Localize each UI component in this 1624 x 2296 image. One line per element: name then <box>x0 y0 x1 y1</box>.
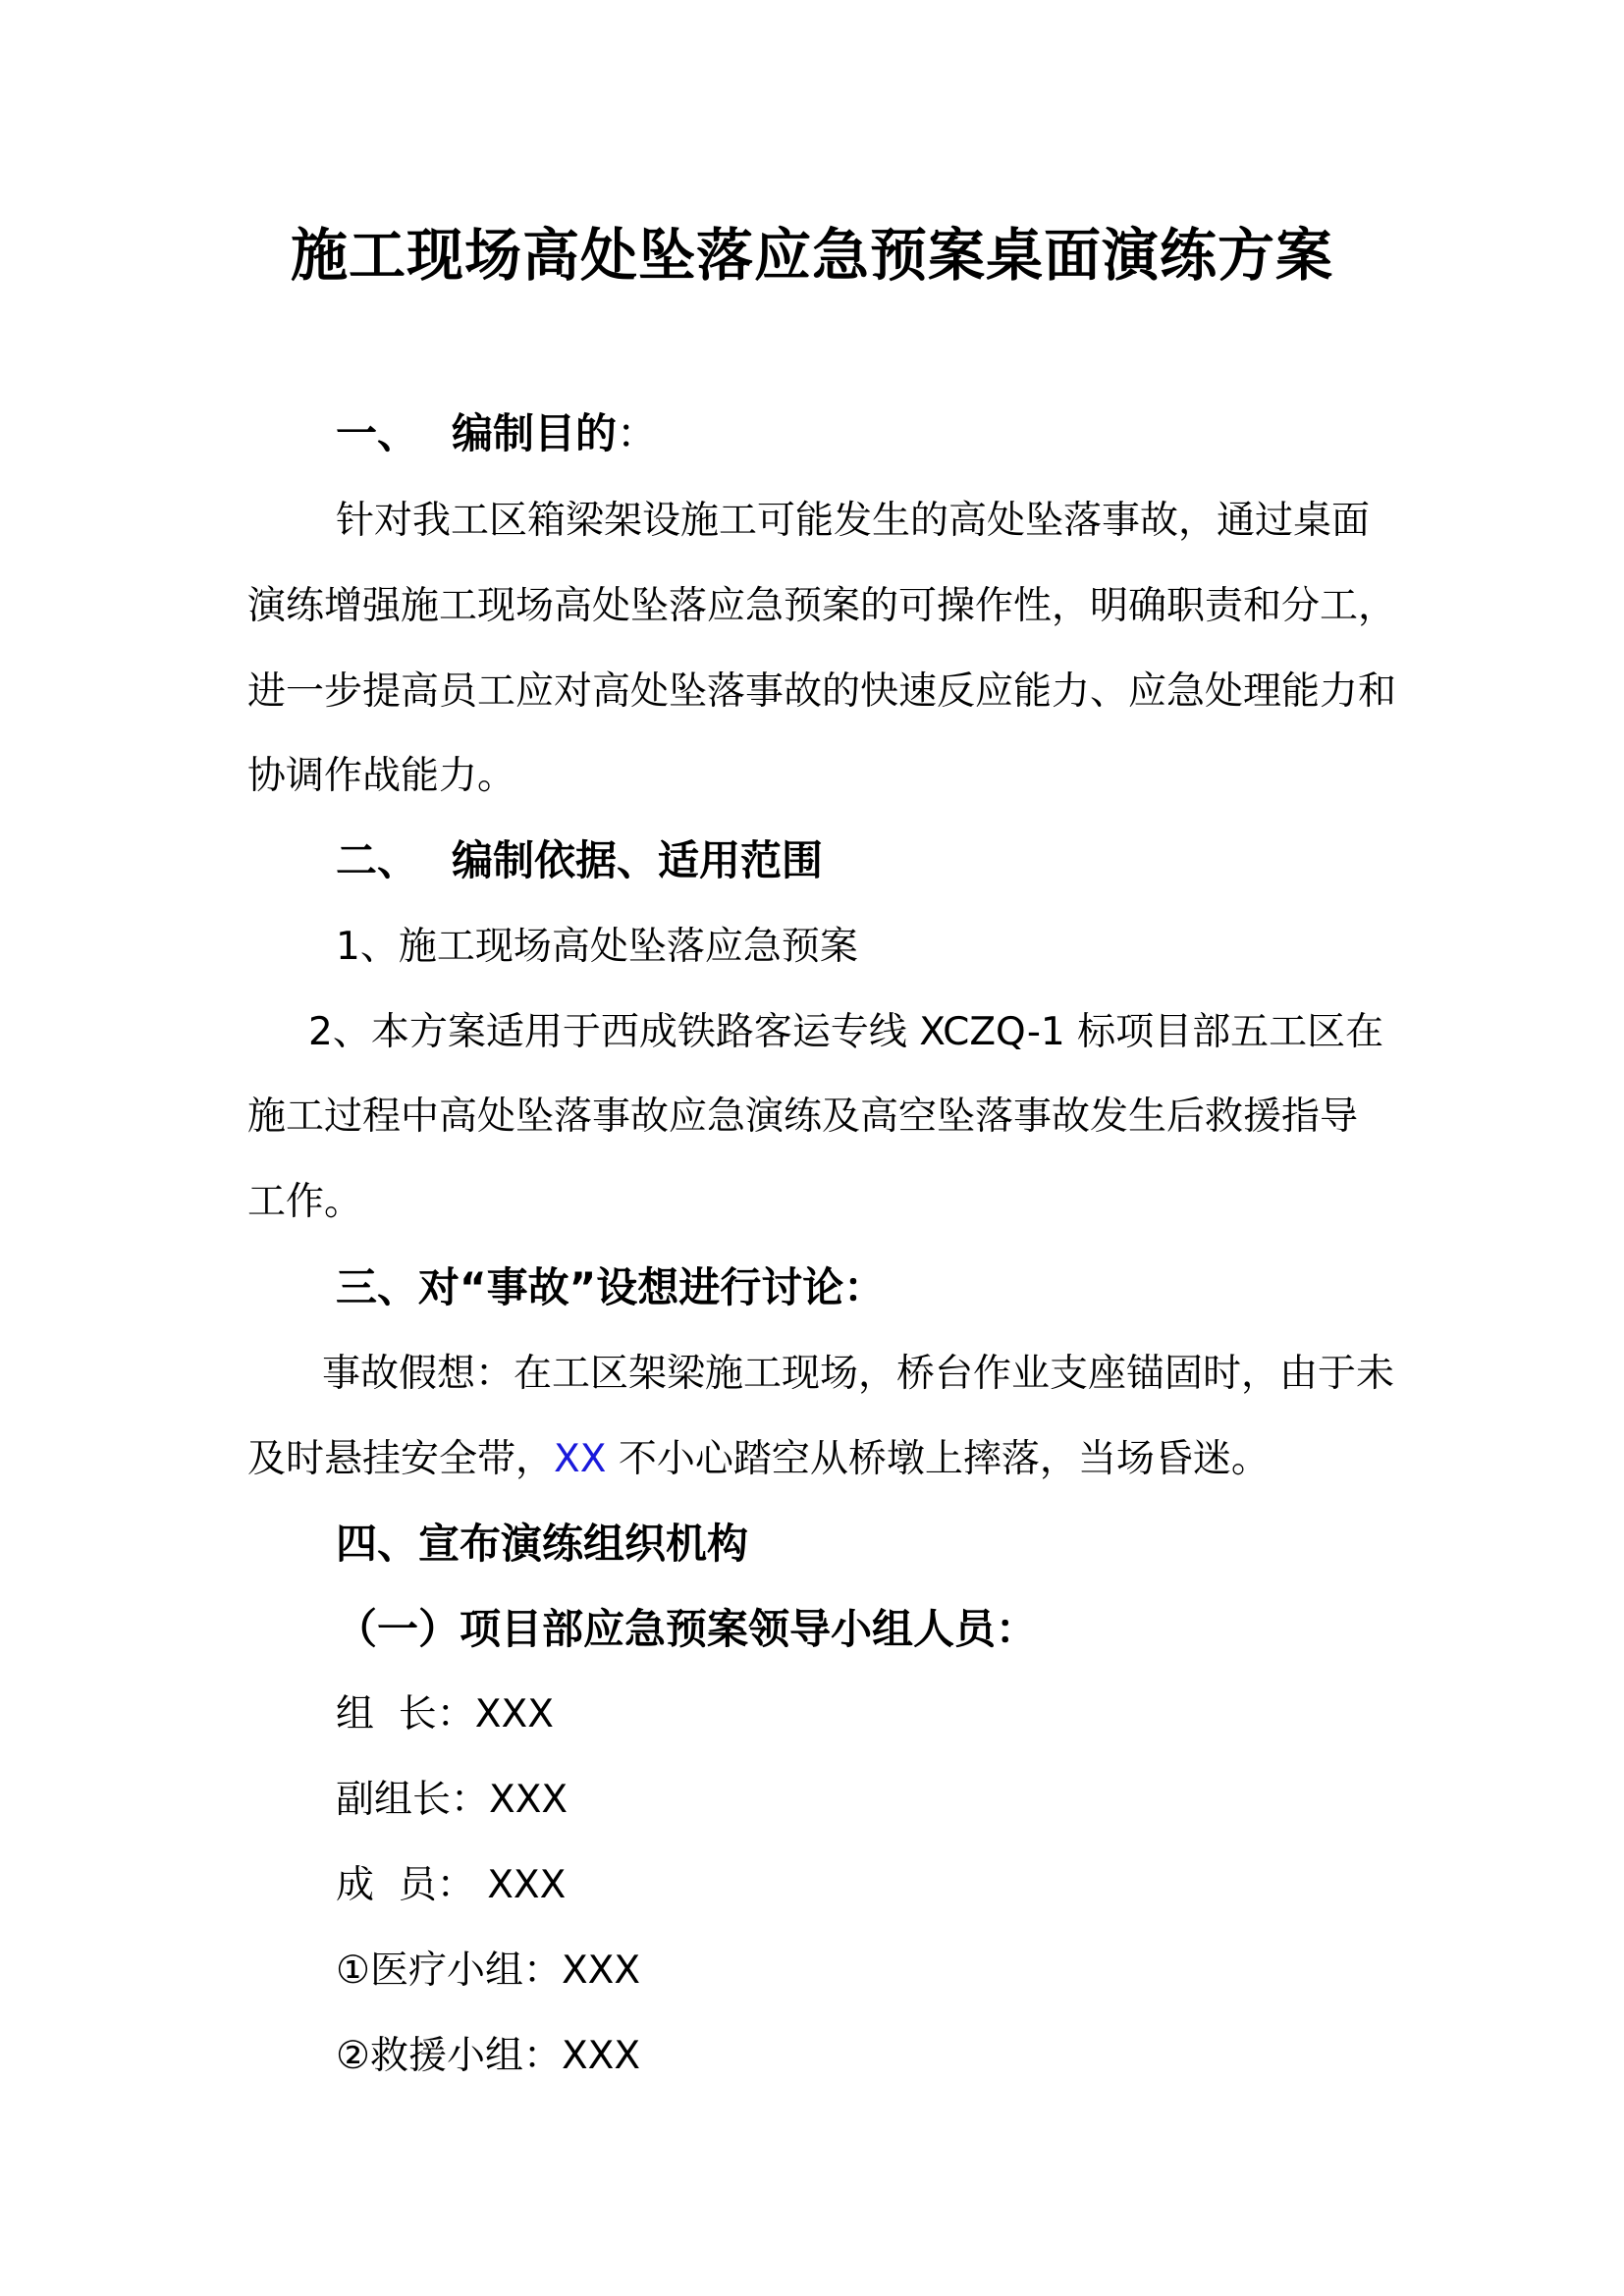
member-line: ②救援小组：XXX <box>336 2034 641 2078</box>
section-1-paragraph-line: 进一步提高员工应对高处坠落事故的快速反应能力、应急处理能力和 <box>247 669 1397 714</box>
section-2-heading <box>336 833 823 888</box>
section-2-number: 二、 <box>336 836 419 884</box>
section-1-colon: ： <box>617 409 659 457</box>
section-1-title: 编制目的 <box>452 409 618 457</box>
document-title: 施工现场高处坠落应急预案桌面演练方案 <box>290 222 1333 289</box>
section-3-scenario-line <box>247 1432 1270 1487</box>
section-2-title: 编制依据、适用范围 <box>452 836 824 884</box>
section-1-heading <box>336 406 658 461</box>
section-4-subheading: （一）项目部应急预案领导小组人员： <box>336 1605 1038 1653</box>
section-1-paragraph-line: 针对我工区箱梁架设施工可能发生的高处坠落事故，通过桌面 <box>336 499 1371 543</box>
section-2-item-2-line: 2、本方案适用于西成铁路客运专线 XCZQ-1 标项目部五工区在 <box>308 1010 1384 1054</box>
section-2-item-2-line: 工作。 <box>247 1180 363 1224</box>
section-2-item-1: 1、施工现场高处坠落应急预案 <box>336 925 858 969</box>
member-line: ①医疗小组：XXX <box>336 1949 641 1993</box>
section-3-heading: 三、对“事故”设想进行讨论： <box>336 1263 886 1311</box>
section-4-heading: 四、宣布演练组织机构 <box>336 1520 749 1568</box>
member-line: 副组长：XXX <box>336 1778 568 1822</box>
scenario-text-after: 不小心踏空从桥墩上摔落，当场昏迷。 <box>606 1437 1270 1481</box>
section-1-number: 一、 <box>336 409 419 457</box>
section-2-item-2-line: 施工过程中高处坠落事故应急演练及高空坠落事故发生后救援指导 <box>247 1095 1359 1139</box>
section-3-scenario-line: 事故假想：在工区架梁施工现场，桥台作业支座锚固时，由于未 <box>322 1352 1395 1396</box>
member-line: 组 长：XXX <box>336 1692 554 1736</box>
section-1-paragraph-line: 演练增强施工现场高处坠落应急预案的可操作性，明确职责和分工， <box>247 584 1397 628</box>
member-line: 成 员： XXX <box>336 1863 567 1907</box>
scenario-person-placeholder: XX <box>554 1437 607 1481</box>
section-1-paragraph-line: 协调作战能力。 <box>247 754 516 798</box>
scenario-text-before: 及时悬挂安全带， <box>247 1437 555 1481</box>
